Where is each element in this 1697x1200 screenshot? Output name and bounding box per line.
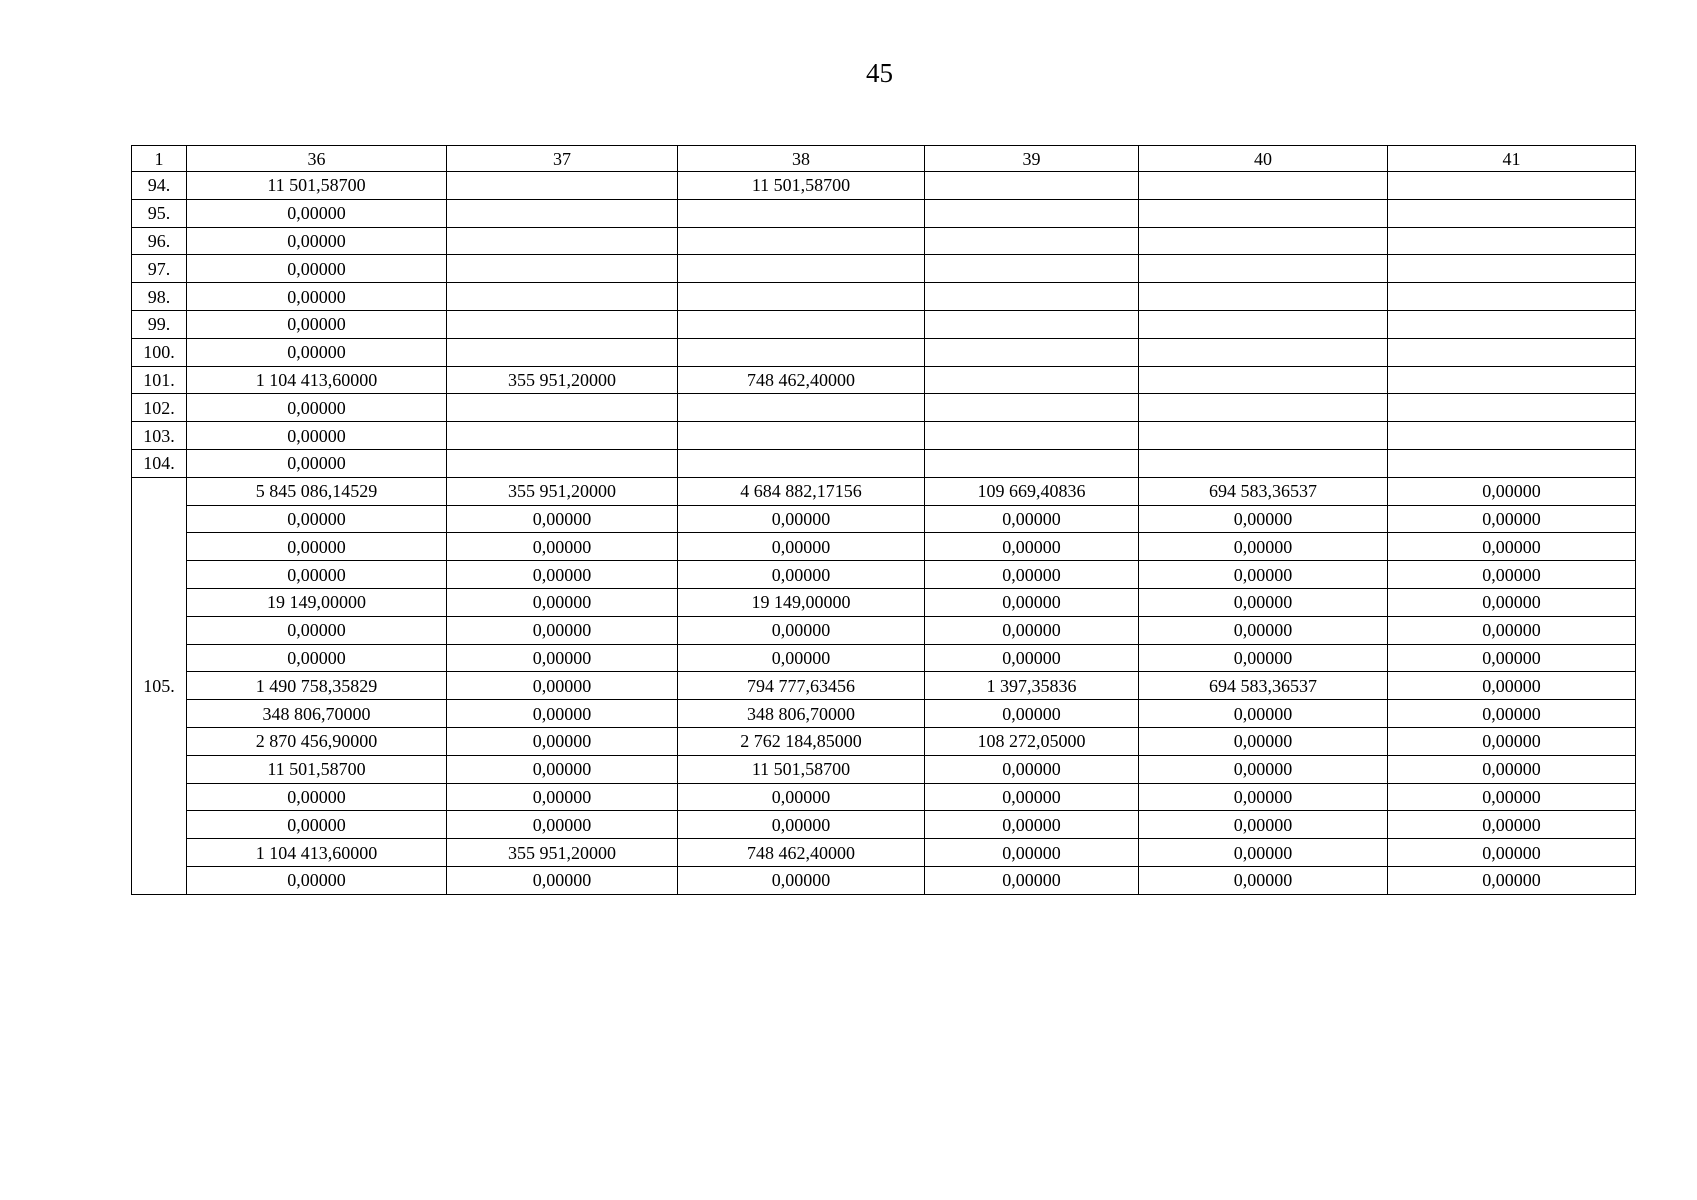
value-cell-col-40 (1139, 255, 1388, 283)
value-cell-col-40 (1139, 422, 1388, 450)
group-table-row (132, 561, 1636, 589)
value-cell-col-40 (1139, 394, 1388, 422)
value-cell-col-39 (925, 449, 1139, 477)
value-cell-col-36: 0,00000 (187, 283, 447, 311)
value-cell-col-40 (1139, 199, 1388, 227)
table-row (132, 394, 1636, 422)
value-cell-col-40: 0,00000 (1139, 700, 1388, 728)
value-cell-col-40 (1139, 338, 1388, 366)
value-cell-col-36: 0,00000 (187, 422, 447, 450)
value-cell-col-40 (1139, 366, 1388, 394)
value-cell-col-39 (925, 366, 1139, 394)
group-table-row (132, 755, 1636, 783)
value-cell-col-39: 0,00000 (925, 700, 1139, 728)
value-cell-col-41: 0,00000 (1388, 727, 1636, 755)
value-cell-col-38: 4 684 882,17156 (678, 477, 925, 505)
group-table-row (132, 783, 1636, 811)
value-cell-col-41 (1388, 394, 1636, 422)
row-number-cell: 95. (132, 199, 187, 227)
value-cell-col-38: 0,00000 (678, 616, 925, 644)
value-cell-col-37 (447, 422, 678, 450)
value-cell-col-38: 0,00000 (678, 644, 925, 672)
value-cell-col-36: 0,00000 (187, 227, 447, 255)
value-cell-col-38 (678, 310, 925, 338)
value-cell-col-36: 0,00000 (187, 505, 447, 533)
value-cell-col-41: 0,00000 (1388, 700, 1636, 728)
value-cell-col-39: 0,00000 (925, 533, 1139, 561)
value-cell-col-36: 19 149,00000 (187, 588, 447, 616)
value-cell-col-39: 0,00000 (925, 505, 1139, 533)
value-cell-col-37: 0,00000 (447, 811, 678, 839)
value-cell-col-36: 0,00000 (187, 561, 447, 589)
header-cell-col-36: 36 (187, 146, 447, 172)
value-cell-col-37: 0,00000 (447, 672, 678, 700)
value-cell-col-37: 0,00000 (447, 700, 678, 728)
value-cell-col-36: 0,00000 (187, 199, 447, 227)
value-cell-col-41 (1388, 283, 1636, 311)
value-cell-col-39: 109 669,40836 (925, 477, 1139, 505)
value-cell-col-37: 355 951,20000 (447, 477, 678, 505)
value-cell-col-38: 0,00000 (678, 866, 925, 894)
value-cell-col-38: 748 462,40000 (678, 839, 925, 867)
value-cell-col-37: 0,00000 (447, 561, 678, 589)
group-table-row (132, 727, 1636, 755)
value-cell-col-40: 0,00000 (1139, 644, 1388, 672)
group-table-row (132, 672, 1636, 700)
value-cell-col-39: 0,00000 (925, 811, 1139, 839)
value-cell-col-38 (678, 422, 925, 450)
value-cell-col-38: 0,00000 (678, 811, 925, 839)
group-table-row (132, 533, 1636, 561)
value-cell-col-39 (925, 422, 1139, 450)
value-cell-col-41: 0,00000 (1388, 839, 1636, 867)
value-cell-col-40: 0,00000 (1139, 727, 1388, 755)
table-row (132, 338, 1636, 366)
value-cell-col-39: 0,00000 (925, 561, 1139, 589)
value-cell-col-38: 748 462,40000 (678, 366, 925, 394)
table-row (132, 310, 1636, 338)
value-cell-col-41 (1388, 422, 1636, 450)
value-cell-col-37: 0,00000 (447, 505, 678, 533)
value-cell-col-36: 1 104 413,60000 (187, 839, 447, 867)
value-cell-col-39 (925, 310, 1139, 338)
value-cell-col-37 (447, 199, 678, 227)
value-cell-col-39: 0,00000 (925, 616, 1139, 644)
value-cell-col-41 (1388, 172, 1636, 200)
value-cell-col-37: 0,00000 (447, 866, 678, 894)
row-number-cell: 96. (132, 227, 187, 255)
value-cell-col-39 (925, 338, 1139, 366)
row-number-cell: 101. (132, 366, 187, 394)
value-cell-col-36: 11 501,58700 (187, 755, 447, 783)
value-cell-col-36: 0,00000 (187, 811, 447, 839)
table-row (132, 172, 1636, 200)
value-cell-col-40: 0,00000 (1139, 866, 1388, 894)
value-cell-col-36: 0,00000 (187, 449, 447, 477)
value-cell-col-40: 0,00000 (1139, 533, 1388, 561)
value-cell-col-40: 0,00000 (1139, 616, 1388, 644)
value-cell-col-40 (1139, 172, 1388, 200)
value-cell-col-39 (925, 255, 1139, 283)
group-table-row (132, 644, 1636, 672)
value-cell-col-37 (447, 394, 678, 422)
value-cell-col-37 (447, 172, 678, 200)
value-cell-col-40: 694 583,36537 (1139, 672, 1388, 700)
value-cell-col-36: 0,00000 (187, 394, 447, 422)
value-cell-col-41: 0,00000 (1388, 505, 1636, 533)
table-row (132, 255, 1636, 283)
value-cell-col-39 (925, 172, 1139, 200)
value-cell-col-36: 11 501,58700 (187, 172, 447, 200)
value-cell-col-37: 0,00000 (447, 644, 678, 672)
header-cell-col-39: 39 (925, 146, 1139, 172)
header-cell-row-number: 1 (132, 146, 187, 172)
value-cell-col-41: 0,00000 (1388, 644, 1636, 672)
value-cell-col-38: 794 777,63456 (678, 672, 925, 700)
header-cell-col-41: 41 (1388, 146, 1636, 172)
table-row (132, 283, 1636, 311)
value-cell-col-38 (678, 394, 925, 422)
value-cell-col-37: 0,00000 (447, 533, 678, 561)
value-cell-col-40 (1139, 310, 1388, 338)
value-cell-col-36: 0,00000 (187, 783, 447, 811)
value-cell-col-38 (678, 338, 925, 366)
value-cell-col-41: 0,00000 (1388, 477, 1636, 505)
value-cell-col-36: 0,00000 (187, 866, 447, 894)
row-number-cell: 104. (132, 449, 187, 477)
group-table-row (132, 700, 1636, 728)
value-cell-col-41: 0,00000 (1388, 783, 1636, 811)
row-number-cell: 97. (132, 255, 187, 283)
value-cell-col-36: 1 104 413,60000 (187, 366, 447, 394)
value-cell-col-40: 0,00000 (1139, 505, 1388, 533)
value-cell-col-39: 0,00000 (925, 588, 1139, 616)
value-cell-col-38: 0,00000 (678, 533, 925, 561)
value-cell-col-37 (447, 310, 678, 338)
value-cell-col-41 (1388, 449, 1636, 477)
row-number-cell: 98. (132, 283, 187, 311)
group-table-row (132, 811, 1636, 839)
value-cell-col-41: 0,00000 (1388, 588, 1636, 616)
table-row (132, 422, 1636, 450)
value-cell-col-39: 0,00000 (925, 783, 1139, 811)
header-cell-col-37: 37 (447, 146, 678, 172)
value-cell-col-41 (1388, 227, 1636, 255)
value-cell-col-41: 0,00000 (1388, 533, 1636, 561)
row-number-cell: 99. (132, 310, 187, 338)
table-row (132, 449, 1636, 477)
value-cell-col-36: 0,00000 (187, 255, 447, 283)
header-cell-col-38: 38 (678, 146, 925, 172)
value-cell-col-41 (1388, 366, 1636, 394)
value-cell-col-38: 0,00000 (678, 561, 925, 589)
value-cell-col-36: 2 870 456,90000 (187, 727, 447, 755)
data-table (131, 145, 1636, 895)
value-cell-col-40: 0,00000 (1139, 588, 1388, 616)
value-cell-col-37: 355 951,20000 (447, 366, 678, 394)
value-cell-col-36: 0,00000 (187, 644, 447, 672)
value-cell-col-41 (1388, 199, 1636, 227)
page-number: 45 (866, 58, 893, 88)
value-cell-col-37 (447, 255, 678, 283)
value-cell-col-36: 0,00000 (187, 338, 447, 366)
value-cell-col-37: 0,00000 (447, 783, 678, 811)
value-cell-col-38 (678, 283, 925, 311)
table-row (132, 366, 1636, 394)
group-table-row (132, 588, 1636, 616)
value-cell-col-39 (925, 283, 1139, 311)
value-cell-col-41: 0,00000 (1388, 866, 1636, 894)
value-cell-col-39: 0,00000 (925, 644, 1139, 672)
table-header-row (132, 146, 1636, 172)
value-cell-col-37 (447, 227, 678, 255)
group-table-row (132, 616, 1636, 644)
value-cell-col-40: 0,00000 (1139, 755, 1388, 783)
table-row (132, 227, 1636, 255)
value-cell-col-36: 0,00000 (187, 310, 447, 338)
value-cell-col-40: 0,00000 (1139, 839, 1388, 867)
group-row-number-cell: 105. (132, 477, 187, 894)
value-cell-col-41 (1388, 255, 1636, 283)
group-table-row (132, 505, 1636, 533)
value-cell-col-37: 0,00000 (447, 616, 678, 644)
value-cell-col-36: 348 806,70000 (187, 700, 447, 728)
value-cell-col-39: 108 272,05000 (925, 727, 1139, 755)
value-cell-col-41: 0,00000 (1388, 755, 1636, 783)
value-cell-col-39: 1 397,35836 (925, 672, 1139, 700)
value-cell-col-39 (925, 394, 1139, 422)
value-cell-col-38: 11 501,58700 (678, 755, 925, 783)
value-cell-col-39 (925, 227, 1139, 255)
value-cell-col-36: 1 490 758,35829 (187, 672, 447, 700)
value-cell-col-39 (925, 199, 1139, 227)
row-number-cell: 100. (132, 338, 187, 366)
value-cell-col-37 (447, 449, 678, 477)
value-cell-col-38 (678, 227, 925, 255)
group-table-row (132, 477, 1636, 505)
value-cell-col-40 (1139, 227, 1388, 255)
value-cell-col-39: 0,00000 (925, 866, 1139, 894)
value-cell-col-40 (1139, 283, 1388, 311)
value-cell-col-40 (1139, 449, 1388, 477)
value-cell-col-37: 0,00000 (447, 755, 678, 783)
value-cell-col-40: 0,00000 (1139, 811, 1388, 839)
value-cell-col-36: 5 845 086,14529 (187, 477, 447, 505)
value-cell-col-41: 0,00000 (1388, 561, 1636, 589)
value-cell-col-37 (447, 338, 678, 366)
group-table-row (132, 839, 1636, 867)
value-cell-col-41 (1388, 338, 1636, 366)
value-cell-col-38: 11 501,58700 (678, 172, 925, 200)
value-cell-col-41: 0,00000 (1388, 811, 1636, 839)
row-number-cell: 102. (132, 394, 187, 422)
value-cell-col-37: 355 951,20000 (447, 839, 678, 867)
table-row (132, 199, 1636, 227)
value-cell-col-41: 0,00000 (1388, 616, 1636, 644)
row-number-cell: 94. (132, 172, 187, 200)
value-cell-col-36: 0,00000 (187, 616, 447, 644)
row-number-cell: 103. (132, 422, 187, 450)
value-cell-col-38: 0,00000 (678, 505, 925, 533)
value-cell-col-38: 348 806,70000 (678, 700, 925, 728)
value-cell-col-37 (447, 283, 678, 311)
value-cell-col-39: 0,00000 (925, 755, 1139, 783)
value-cell-col-37: 0,00000 (447, 588, 678, 616)
value-cell-col-36: 0,00000 (187, 533, 447, 561)
value-cell-col-38 (678, 255, 925, 283)
value-cell-col-40: 694 583,36537 (1139, 477, 1388, 505)
value-cell-col-38: 2 762 184,85000 (678, 727, 925, 755)
table-body (132, 146, 1636, 895)
value-cell-col-39: 0,00000 (925, 839, 1139, 867)
value-cell-col-38 (678, 449, 925, 477)
value-cell-col-38: 19 149,00000 (678, 588, 925, 616)
value-cell-col-38: 0,00000 (678, 783, 925, 811)
value-cell-col-38 (678, 199, 925, 227)
header-cell-col-40: 40 (1139, 146, 1388, 172)
value-cell-col-41: 0,00000 (1388, 672, 1636, 700)
group-table-row (132, 866, 1636, 894)
value-cell-col-41 (1388, 310, 1636, 338)
value-cell-col-37: 0,00000 (447, 727, 678, 755)
value-cell-col-40: 0,00000 (1139, 783, 1388, 811)
value-cell-col-40: 0,00000 (1139, 561, 1388, 589)
